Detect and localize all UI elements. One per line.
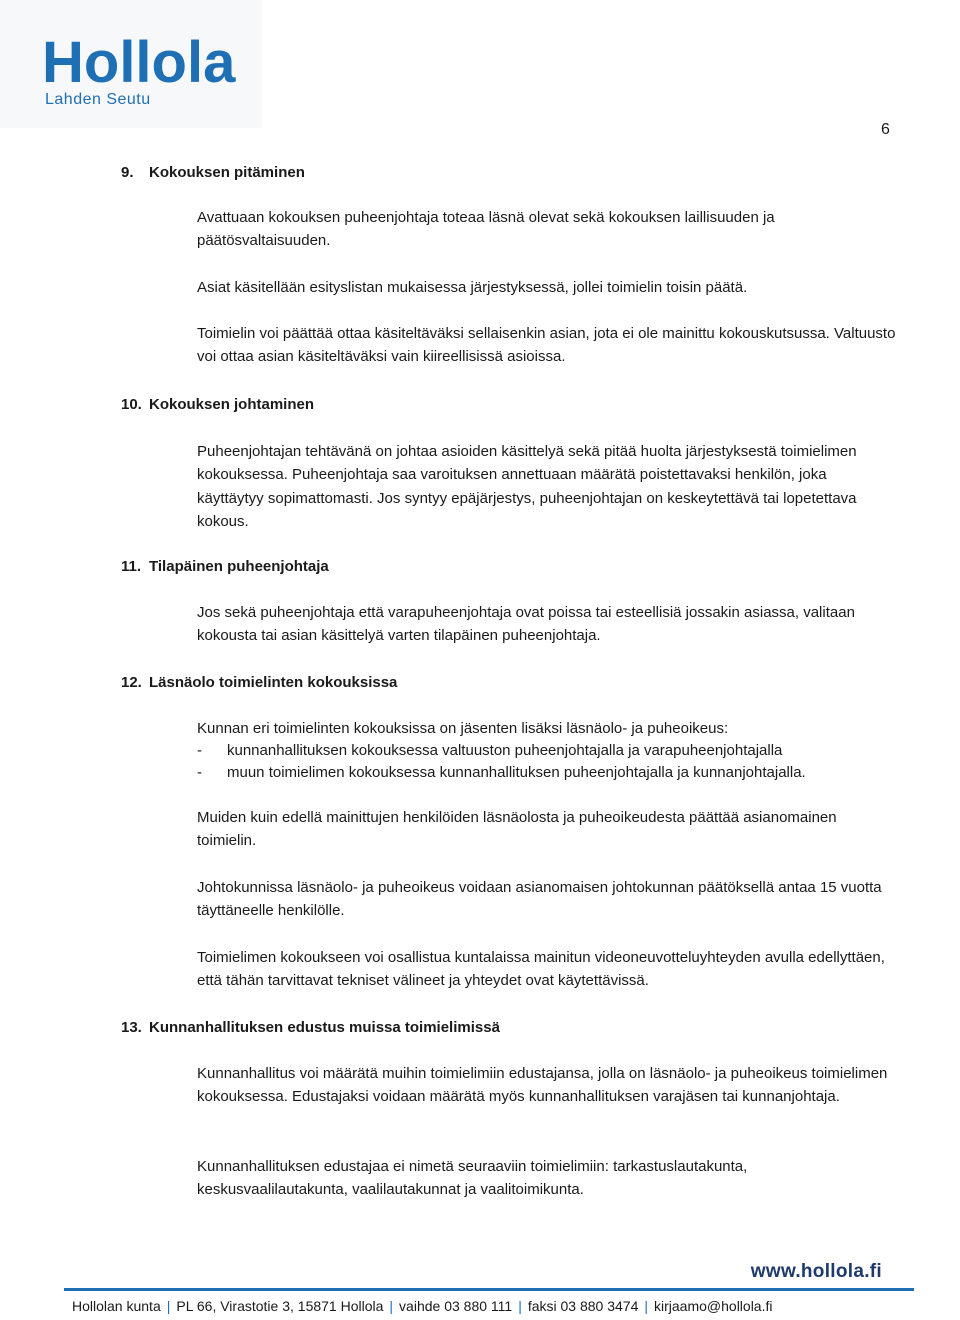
section-number: 9. (121, 164, 134, 181)
section-title: Kokouksen pitäminen (149, 164, 305, 181)
footer-separator: | (518, 1298, 522, 1314)
section-title: Kokouksen johtaminen (149, 396, 315, 413)
paragraph: Jos sekä puheenjohtaja että varapuheenjohtaja ovat poissa tai esteellisiä jossakin asiassa, valitaan kokousta tai asian käsittelyä varten tilapäinen puheenjohtaja. (197, 604, 855, 645)
section-title: Tilapäinen puheenjohtaja (149, 558, 329, 575)
section-heading-11 (121, 558, 329, 576)
paragraph: Kunnan eri toimielinten kokouksissa on jäsenten lisäksi läsnäolo- ja puheoikeus: (197, 720, 729, 737)
logo (0, 0, 262, 128)
section-heading-10 (121, 396, 314, 414)
paragraph: Johtokunnissa läsnäolo- ja puheoikeus voidaan asianomaisen johtokunnan päätöksellä antaa 15 vuotta täyttäneelle henkilölle. (197, 879, 882, 920)
footer-email-link[interactable]: kirjaamo@hollola.fi (654, 1298, 773, 1314)
footer-separator: | (166, 1298, 171, 1314)
footer-separator: | (644, 1298, 648, 1314)
section-heading-12 (121, 674, 397, 692)
paragraph: Toimielimen kokoukseen voi osallistua kuntalaissa mainitun videoneuvotteluyhteyden avulla edellyttäen, että tähän tarvittavat tekniset välineet ja yhteydet ovat käytettävissä. (197, 949, 885, 990)
section-heading-9 (121, 164, 305, 182)
paragraph: Muiden kuin edellä mainittujen henkilöiden läsnäolosta ja puheoikeudesta päättää asianomainen toimielin. (197, 809, 837, 850)
footer-fax: faksi 03 880 3474 (527, 1298, 639, 1314)
bullet-dash: - (197, 764, 202, 781)
list-item (197, 740, 782, 762)
section-number: 10. (121, 396, 142, 413)
footer-divider (64, 1288, 914, 1291)
section-title: Läsnäolo toimielinten kokouksissa (149, 674, 398, 691)
paragraph: Asiat käsitellään esityslistan mukaisessa järjestyksessä, jollei toimielin toisin päätä. (197, 279, 748, 296)
section-number: 13. (121, 1019, 142, 1036)
bullet-dash: - (197, 742, 202, 759)
footer-phone: vaihde 03 880 111 (399, 1298, 513, 1314)
section-number: 12. (121, 674, 142, 691)
footer-contact-line (72, 1298, 772, 1314)
paragraph: Kunnanhallitus voi määrätä muihin toimielimiin edustajansa, jolla on läsnäolo- ja puheoikeus toimielimen kokouksessa. Edustajaksi voidaan määrätä myös kunnanhallituksen varajäsen tai kunnanjohtaja. (197, 1065, 888, 1106)
section-number: 11. (121, 558, 142, 575)
list-item-text: muun toimielimen kokouksessa kunnanhallituksen puheenjohtajalla ja kunnanjohtajalla. (227, 764, 806, 781)
footer-website-link[interactable]: www.hollola.fi (750, 1261, 882, 1282)
logo-tagline: Lahden Seutu (45, 91, 151, 108)
logo-wordmark: Hollola (42, 30, 236, 95)
section-heading-13 (121, 1019, 500, 1037)
paragraph: Kunnanhallituksen edustajaa ei nimetä seuraaviin toimielimiin: tarkastuslautakunta, keskusvaalilautakunta, vaalilautakunnat ja vaalitoimikunta. (197, 1158, 748, 1199)
paragraph: Avattuaan kokouksen puheenjohtaja toteaa läsnä olevat sekä kokouksen laillisuuden ja päätösvaltaisuuden. (197, 209, 775, 250)
section-title: Kunnanhallituksen edustus muissa toimielimissä (149, 1019, 500, 1036)
footer-address: PL 66, Virastotie 3, 15871 Hollola (176, 1298, 384, 1314)
list-item (197, 762, 806, 784)
paragraph: Puheenjohtajan tehtävänä on johtaa asioiden käsittelyä sekä pitää huolta järjestyksestä toimielimen kokouksessa. Puheenjohtaja saa varoituksen annettuaan määrätä poistettavaksi henkilön, joka käyttäytyy sopimattomasti. Jos syntyy epäjärjestys, puheenjohtajan on keskeytettävä tai lopetettava kokous. (197, 443, 857, 531)
paragraph: Toimielin voi päättää ottaa käsiteltäväksi sellaisenkin asian, jota ei ole mainittu kokouskutsussa. Valtuusto voi ottaa asian käsiteltäväksi vain kiireellisissä asioissa. (197, 325, 896, 366)
page-number: 6 (881, 121, 890, 138)
list-item-text: kunnanhallituksen kokouksessa valtuuston puheenjohtajalla ja varapuheenjohtajalla (227, 742, 783, 759)
footer-separator: | (389, 1298, 394, 1314)
footer-org-name: Hollolan kunta (72, 1298, 161, 1314)
